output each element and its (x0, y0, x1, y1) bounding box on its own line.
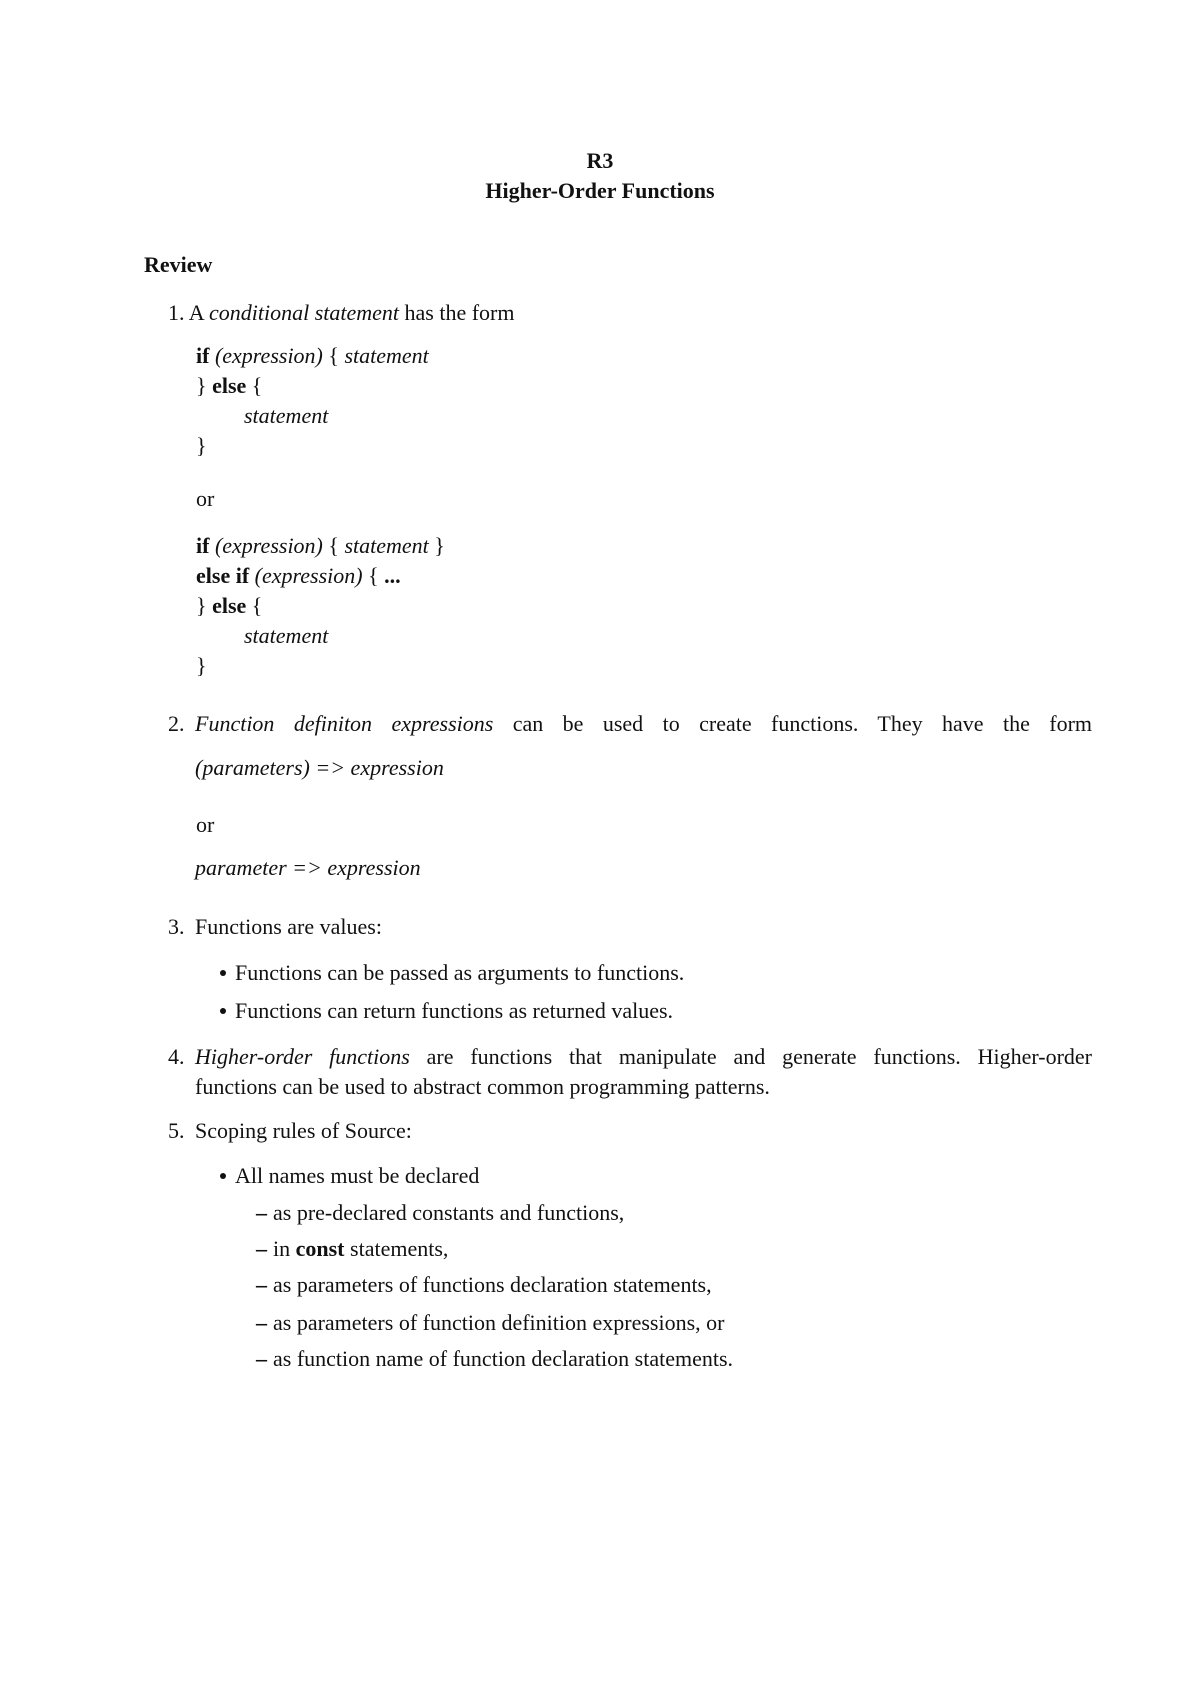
item-2-text: can be used to create functions. They have the form (512, 711, 1093, 736)
dash-icon: – (256, 1346, 267, 1371)
sub-item-text: as function name of function declaration statements. (273, 1346, 734, 1371)
code-brace: { (251, 373, 263, 398)
item-2-term: Function definiton expressions (195, 711, 494, 736)
sub-list-item (256, 1310, 724, 1336)
code-brace: } (434, 533, 445, 558)
code-brace: { (251, 593, 263, 618)
item-2-number: 2. (168, 711, 185, 736)
sub-item-text: as parameters of functions declaration statements, (273, 1272, 712, 1297)
sub-item-text: as parameters of function definition expressions, or (273, 1310, 725, 1335)
code-statement: statement (344, 343, 429, 368)
item-1-or: or (196, 486, 215, 511)
sub-item-text: as pre-declared constants and functions, (273, 1200, 625, 1225)
list-item (220, 960, 684, 986)
sub-list-item (256, 1272, 712, 1298)
code2-line5: } (196, 653, 207, 678)
dash-icon: – (256, 1272, 267, 1297)
item-2-form-1: (parameters) => expression (195, 755, 444, 780)
code2-line2 (196, 563, 401, 589)
code-keyword: else (212, 373, 247, 398)
code-keyword: if (196, 533, 210, 558)
code-brace: } (196, 593, 207, 618)
item-1-number: 1. (168, 300, 185, 325)
item-3-number: 3. (168, 914, 185, 939)
code1-line2 (196, 373, 262, 399)
bullet-icon (220, 1173, 226, 1179)
bullet-text: Functions can be passed as arguments to functions. (235, 960, 685, 985)
code-keyword: else (212, 593, 247, 618)
bullet-text: All names must be declared (235, 1163, 480, 1188)
code-expression: (expression) (214, 343, 323, 368)
document-code: R3 (586, 148, 614, 173)
item-1-line (168, 300, 514, 326)
code2-line3 (196, 593, 262, 619)
code-brace: { (328, 343, 339, 368)
code-keyword: const (295, 1236, 345, 1261)
code-expression: (expression) (254, 563, 363, 588)
item-5-text: Scoping rules of Source: (195, 1118, 412, 1143)
code-statement: statement (344, 533, 429, 558)
item-2-line (195, 711, 1092, 737)
dash-icon: – (256, 1200, 267, 1225)
code-keyword: else if (196, 563, 250, 588)
bullet-icon (220, 970, 226, 976)
item-4-number: 4. (168, 1044, 185, 1069)
code-keyword: if (196, 343, 210, 368)
bullet-icon (220, 1008, 226, 1014)
item-1-text-b: has the form (404, 300, 515, 325)
sub-list-item (256, 1236, 448, 1262)
dash-icon: – (256, 1236, 267, 1261)
code-ellipsis: ... (384, 563, 401, 588)
code-brace: { (368, 563, 379, 588)
sub-list-item (256, 1346, 733, 1372)
item-1-term: conditional statement (208, 300, 400, 325)
code-brace: } (196, 373, 207, 398)
code2-line4: statement (244, 623, 329, 648)
sub-list-item (256, 1200, 624, 1226)
item-2-or: or (196, 812, 215, 837)
sub-item-text: in (273, 1236, 291, 1261)
code1-line1 (196, 343, 429, 369)
list-item (220, 998, 673, 1024)
code1-line3: statement (244, 403, 329, 428)
item-3-text: Functions are values: (195, 914, 382, 939)
code-expression: (expression) (214, 533, 323, 558)
sub-item-text: statements, (350, 1236, 449, 1261)
item-4-term: Higher-order functions (195, 1044, 410, 1069)
list-item (220, 1163, 479, 1189)
code2-line1 (196, 533, 445, 559)
item-1-text-a: A (188, 300, 204, 325)
dash-icon: – (256, 1310, 267, 1335)
item-4-line-1 (195, 1044, 1092, 1070)
item-4-text: are functions that manipulate and generate functions. Higher-order (426, 1044, 1093, 1069)
bullet-text: Functions can return functions as returned values. (235, 998, 674, 1023)
item-2-form-2: parameter => expression (195, 855, 421, 880)
code1-line4: } (196, 433, 207, 458)
document-title: Higher-Order Functions (485, 178, 715, 203)
section-heading: Review (144, 252, 213, 277)
item-5-number: 5. (168, 1118, 185, 1143)
code-brace: { (328, 533, 339, 558)
item-4-line-2: functions can be used to abstract common programming patterns. (195, 1074, 770, 1099)
